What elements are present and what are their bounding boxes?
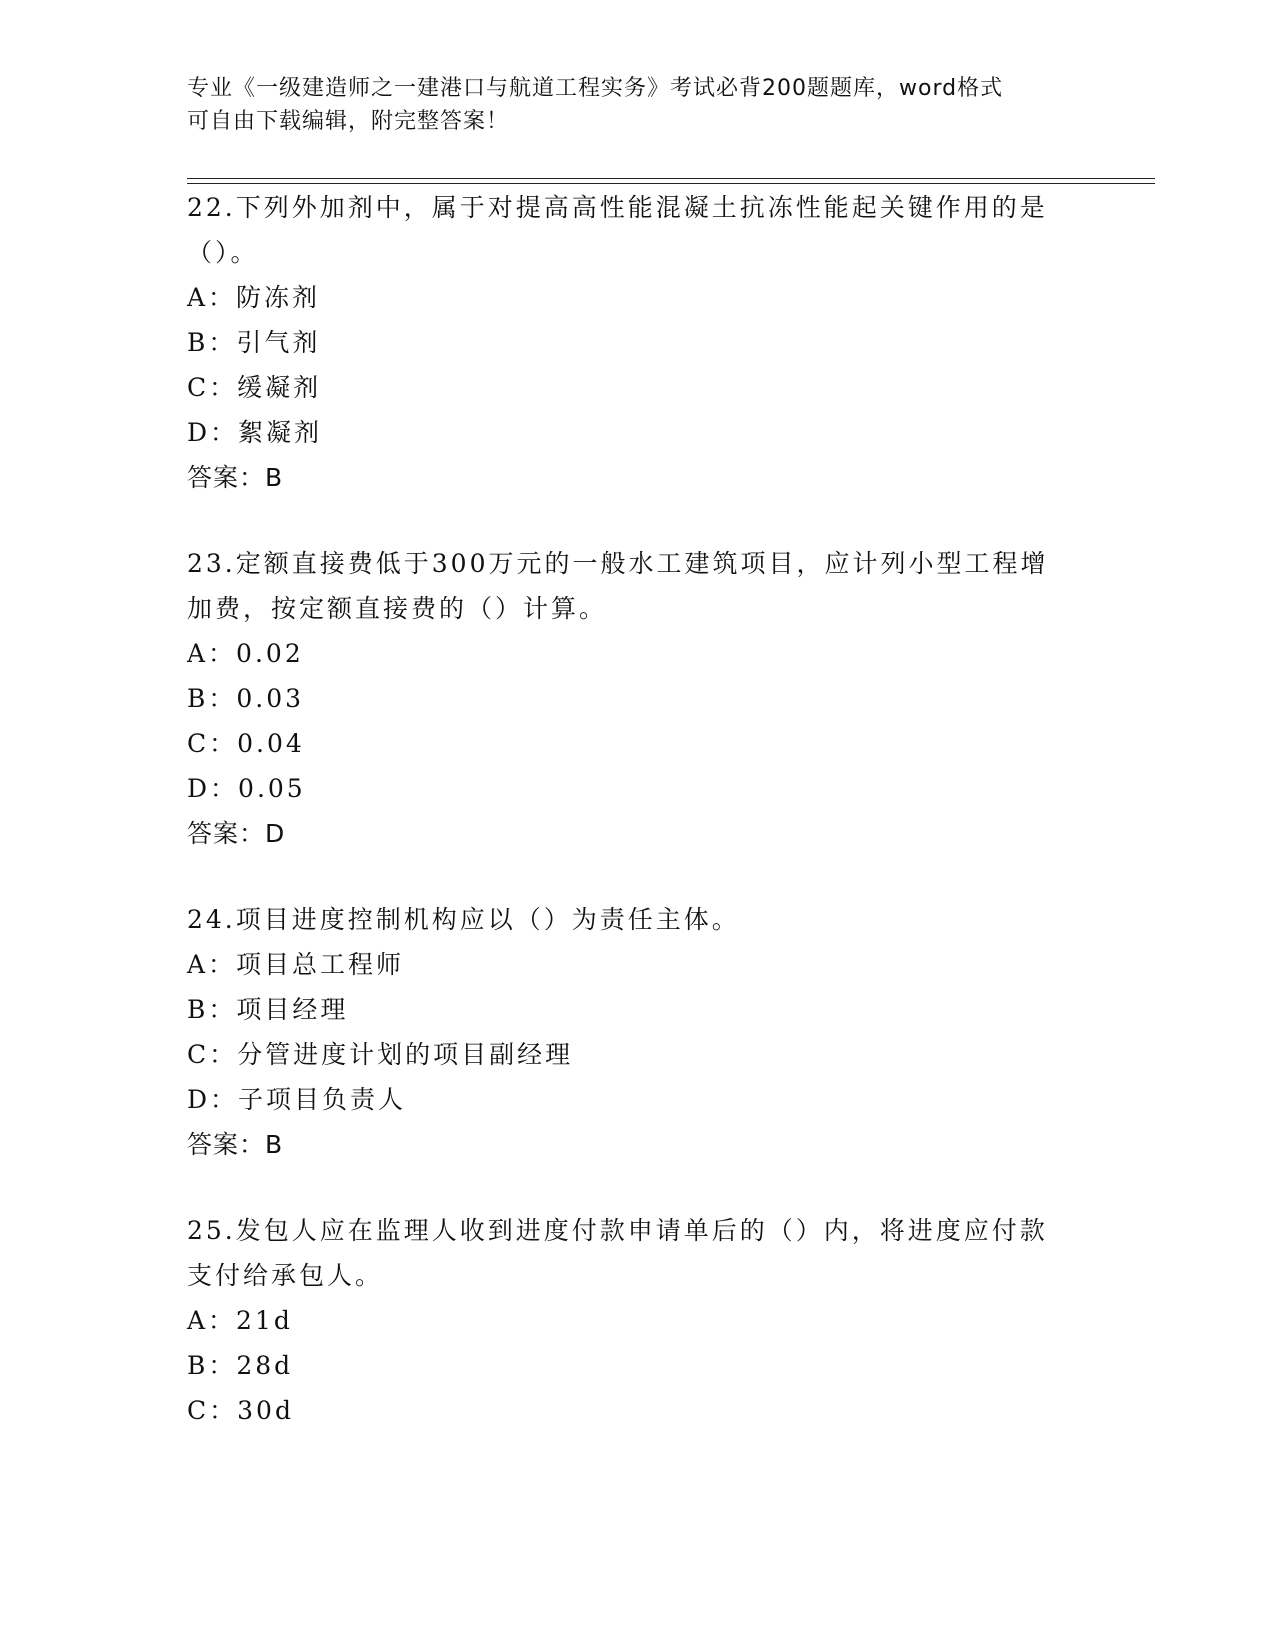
option-c: C：缓凝剂 — [187, 373, 322, 402]
header-line-2: 可自由下载编辑，附完整答案！ — [187, 109, 510, 134]
question-23 — [187, 541, 1077, 856]
option-b: B：0.03 — [187, 684, 305, 713]
question-22 — [187, 185, 1077, 500]
option-c: C：分管进度计划的项目副经理 — [187, 1040, 574, 1069]
option-b: B：引气剂 — [187, 328, 321, 357]
answer: 答案：D — [187, 819, 286, 848]
option-b: B：28d — [187, 1351, 294, 1380]
question-stem-line: （）。 — [187, 238, 259, 267]
option-d: D：0.05 — [187, 774, 306, 803]
document-header — [187, 72, 1067, 138]
question-25 — [187, 1208, 1077, 1433]
question-stem-line: 23.定额直接费低于300万元的一般水工建筑项目，应计列小型工程增 — [187, 549, 1049, 578]
question-stem-line: 支付给承包人。 — [187, 1261, 384, 1290]
option-c: C：0.04 — [187, 729, 305, 758]
question-24 — [187, 897, 1077, 1167]
header-divider-bottom — [187, 183, 1155, 184]
option-d: D：子项目负责人 — [187, 1085, 407, 1114]
option-a: A：0.02 — [187, 639, 304, 668]
option-c: C：30d — [187, 1396, 294, 1425]
answer: 答案：B — [187, 463, 284, 492]
header-divider-top — [187, 178, 1155, 179]
option-a: A：项目总工程师 — [187, 950, 405, 979]
question-stem-line: 22.下列外加剂中，属于对提高高性能混凝土抗冻性能起关键作用的是 — [187, 193, 1048, 222]
header-line-1: 专业《一级建造师之一建港口与航道工程实务》考试必背200题题库，word格式 — [187, 76, 1004, 101]
option-b: B：项目经理 — [187, 995, 349, 1024]
option-a: A：防冻剂 — [187, 283, 321, 312]
answer: 答案：B — [187, 1130, 284, 1159]
question-stem-line: 加费，按定额直接费的（）计算。 — [187, 594, 608, 623]
question-stem-line: 25.发包人应在监理人收到进度付款申请单后的（）内，将进度应付款 — [187, 1216, 1048, 1245]
option-a: A：21d — [187, 1306, 293, 1335]
option-d: D：絮凝剂 — [187, 418, 323, 447]
question-stem-line: 24.项目进度控制机构应以（）为责任主体。 — [187, 905, 740, 934]
